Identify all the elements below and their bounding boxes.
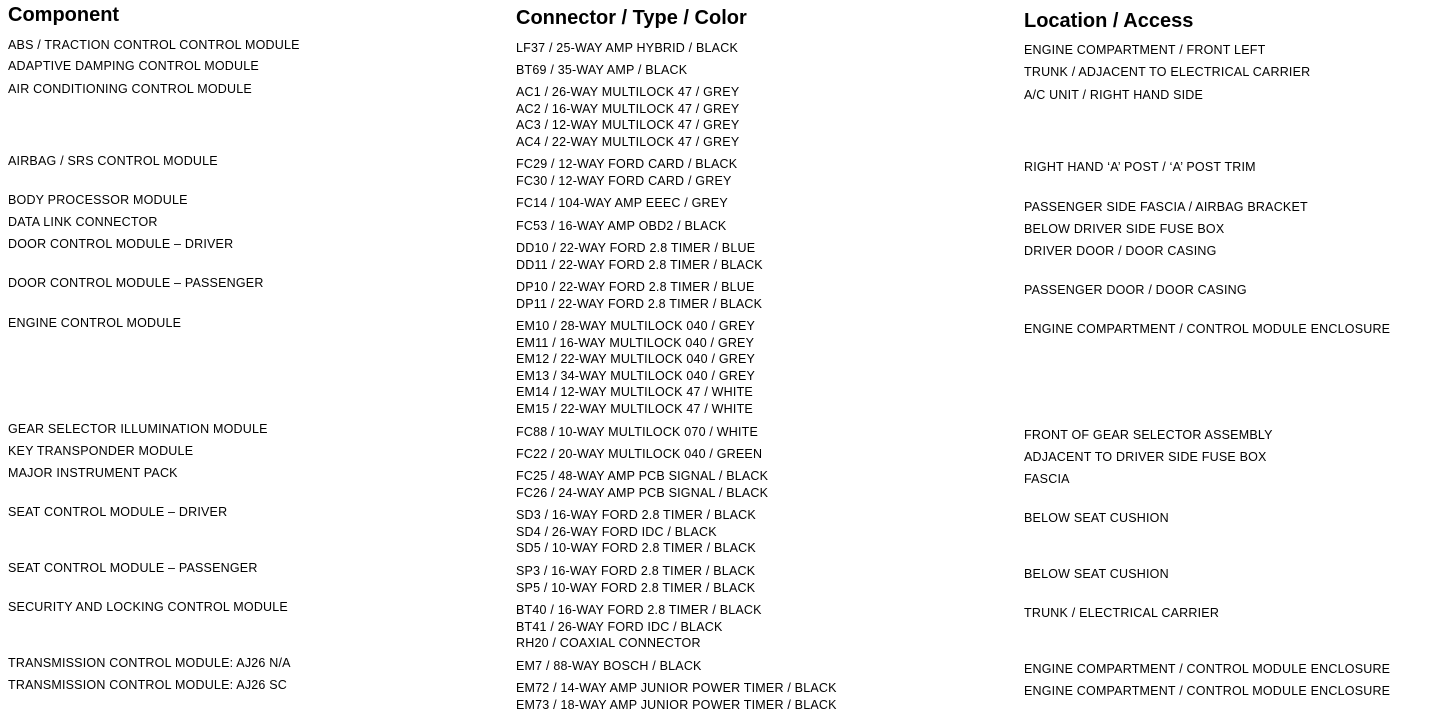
component-cell: MAJOR INSTRUMENT PACK xyxy=(8,466,178,480)
connector-line: EM12 / 22-WAY MULTILOCK 040 / GREY xyxy=(516,352,756,367)
connector-cell xyxy=(516,563,755,596)
connector-line: EM14 / 12-WAY MULTILOCK 47 / WHITE xyxy=(516,385,753,400)
connector-line: EM72 / 14-WAY AMP JUNIOR POWER TIMER / BLACK xyxy=(516,681,837,695)
connector-line: FC22 / 20-WAY MULTILOCK 040 / GREEN xyxy=(516,447,763,461)
header-location: Location / Access xyxy=(1024,10,1194,32)
connector-line: SD5 / 10-WAY FORD 2.8 TIMER / BLACK xyxy=(516,541,756,556)
component-cell: SEAT CONTROL MODULE – PASSENGER xyxy=(8,561,258,575)
component-cell: KEY TRANSPONDER MODULE xyxy=(8,444,194,458)
connector-line: EM10 / 28-WAY MULTILOCK 040 / GREY xyxy=(516,319,756,333)
component-cell: BODY PROCESSOR MODULE xyxy=(8,193,188,207)
connector-line: AC4 / 22-WAY MULTILOCK 47 / GREY xyxy=(516,134,740,149)
connector-cell xyxy=(516,240,763,273)
connector-cell xyxy=(516,507,756,557)
component-cell: TRANSMISSION CONTROL MODULE: AJ26 SC xyxy=(8,678,288,692)
component-cell: DOOR CONTROL MODULE – DRIVER xyxy=(8,237,234,251)
location-cell: TRUNK / ELECTRICAL CARRIER xyxy=(1024,606,1220,620)
component-cell: DOOR CONTROL MODULE – PASSENGER xyxy=(8,276,264,290)
component-cell: ENGINE CONTROL MODULE xyxy=(8,316,182,330)
connector-line: EM73 / 18-WAY AMP JUNIOR POWER TIMER / BLACK xyxy=(516,697,837,712)
connector-cell xyxy=(516,195,728,212)
connector-cell xyxy=(516,658,702,675)
connector-line: EM7 / 88-WAY BOSCH / BLACK xyxy=(516,659,702,673)
component-cell: ADAPTIVE DAMPING CONTROL MODULE xyxy=(8,59,259,73)
location-cell: BELOW DRIVER SIDE FUSE BOX xyxy=(1024,222,1225,236)
location-cell: BELOW SEAT CUSHION xyxy=(1024,511,1169,525)
connector-cell xyxy=(516,84,739,150)
connector-cell xyxy=(516,156,737,189)
location-cell: RIGHT HAND ‘A’ POST / ‘A’ POST TRIM xyxy=(1024,160,1256,174)
connector-line: SP5 / 10-WAY FORD 2.8 TIMER / BLACK xyxy=(516,580,756,595)
connector-cell xyxy=(516,40,738,57)
connector-line: AC1 / 26-WAY MULTILOCK 47 / GREY xyxy=(516,85,740,99)
connector-line: BT69 / 35-WAY AMP / BLACK xyxy=(516,63,688,77)
connector-cell xyxy=(516,318,755,418)
location-cell: DRIVER DOOR / DOOR CASING xyxy=(1024,244,1217,258)
component-cell: SECURITY AND LOCKING CONTROL MODULE xyxy=(8,600,288,614)
connector-line: FC25 / 48-WAY AMP PCB SIGNAL / BLACK xyxy=(516,469,769,483)
location-cell: PASSENGER SIDE FASCIA / AIRBAG BRACKET xyxy=(1024,200,1308,214)
connector-line: FC88 / 10-WAY MULTILOCK 070 / WHITE xyxy=(516,425,759,439)
connector-line: DD11 / 22-WAY FORD 2.8 TIMER / BLACK xyxy=(516,257,763,272)
connector-line: FC30 / 12-WAY FORD CARD / GREY xyxy=(516,173,732,188)
location-cell: TRUNK / ADJACENT TO ELECTRICAL CARRIER xyxy=(1024,65,1311,79)
connector-cell xyxy=(516,680,837,713)
connector-line: DP11 / 22-WAY FORD 2.8 TIMER / BLACK xyxy=(516,296,763,311)
location-cell: FASCIA xyxy=(1024,472,1070,486)
component-cell: DATA LINK CONNECTOR xyxy=(8,215,158,229)
location-cell: PASSENGER DOOR / DOOR CASING xyxy=(1024,283,1247,297)
connector-line: BT40 / 16-WAY FORD 2.8 TIMER / BLACK xyxy=(516,603,762,617)
connector-line: SP3 / 16-WAY FORD 2.8 TIMER / BLACK xyxy=(516,564,756,578)
connector-line: FC26 / 24-WAY AMP PCB SIGNAL / BLACK xyxy=(516,485,769,500)
connector-line: FC53 / 16-WAY AMP OBD2 / BLACK xyxy=(516,219,727,233)
location-cell: BELOW SEAT CUSHION xyxy=(1024,567,1169,581)
connector-line: FC29 / 12-WAY FORD CARD / BLACK xyxy=(516,157,738,171)
component-cell: GEAR SELECTOR ILLUMINATION MODULE xyxy=(8,422,268,436)
component-cell: TRANSMISSION CONTROL MODULE: AJ26 N/A xyxy=(8,656,291,670)
connector-cell xyxy=(516,424,758,441)
connector-line: SD3 / 16-WAY FORD 2.8 TIMER / BLACK xyxy=(516,508,756,522)
connector-line: BT41 / 26-WAY FORD IDC / BLACK xyxy=(516,619,723,634)
connector-line: RH20 / COAXIAL CONNECTOR xyxy=(516,636,701,651)
component-cell: AIR CONDITIONING CONTROL MODULE xyxy=(8,82,252,96)
connector-cell xyxy=(516,62,687,79)
connector-line: LF37 / 25-WAY AMP HYBRID / BLACK xyxy=(516,41,738,55)
location-cell: ENGINE COMPARTMENT / CONTROL MODULE ENCLOSURE xyxy=(1024,684,1391,698)
connector-cell xyxy=(516,279,762,312)
component-cell: SEAT CONTROL MODULE – DRIVER xyxy=(8,505,228,519)
component-cell: ABS / TRACTION CONTROL CONTROL MODULE xyxy=(8,38,300,52)
connector-cell xyxy=(516,468,768,501)
header-connector: Connector / Type / Color xyxy=(516,7,747,29)
connector-cell xyxy=(516,218,726,235)
connector-line: EM15 / 22-WAY MULTILOCK 47 / WHITE xyxy=(516,401,753,416)
connector-line: FC14 / 104-WAY AMP EEEC / GREY xyxy=(516,196,728,210)
location-cell: FRONT OF GEAR SELECTOR ASSEMBLY xyxy=(1024,428,1273,442)
connector-line: AC3 / 12-WAY MULTILOCK 47 / GREY xyxy=(516,118,740,133)
connector-line: DD10 / 22-WAY FORD 2.8 TIMER / BLUE xyxy=(516,241,756,255)
connector-line: EM11 / 16-WAY MULTILOCK 040 / GREY xyxy=(516,335,755,350)
connector-line: SD4 / 26-WAY FORD IDC / BLACK xyxy=(516,524,717,539)
component-cell: AIRBAG / SRS CONTROL MODULE xyxy=(8,154,218,168)
location-cell: ADJACENT TO DRIVER SIDE FUSE BOX xyxy=(1024,450,1267,464)
location-cell: ENGINE COMPARTMENT / CONTROL MODULE ENCLOSURE xyxy=(1024,322,1391,336)
location-cell: A/C UNIT / RIGHT HAND SIDE xyxy=(1024,88,1204,102)
connector-cell xyxy=(516,446,762,463)
location-cell: ENGINE COMPARTMENT / FRONT LEFT xyxy=(1024,43,1266,57)
header-component: Component xyxy=(8,4,120,26)
location-cell: ENGINE COMPARTMENT / CONTROL MODULE ENCLOSURE xyxy=(1024,662,1391,676)
connector-line: AC2 / 16-WAY MULTILOCK 47 / GREY xyxy=(516,101,740,116)
connector-line: EM13 / 34-WAY MULTILOCK 040 / GREY xyxy=(516,368,756,383)
connector-cell xyxy=(516,602,762,652)
connector-line: DP10 / 22-WAY FORD 2.8 TIMER / BLUE xyxy=(516,280,755,294)
